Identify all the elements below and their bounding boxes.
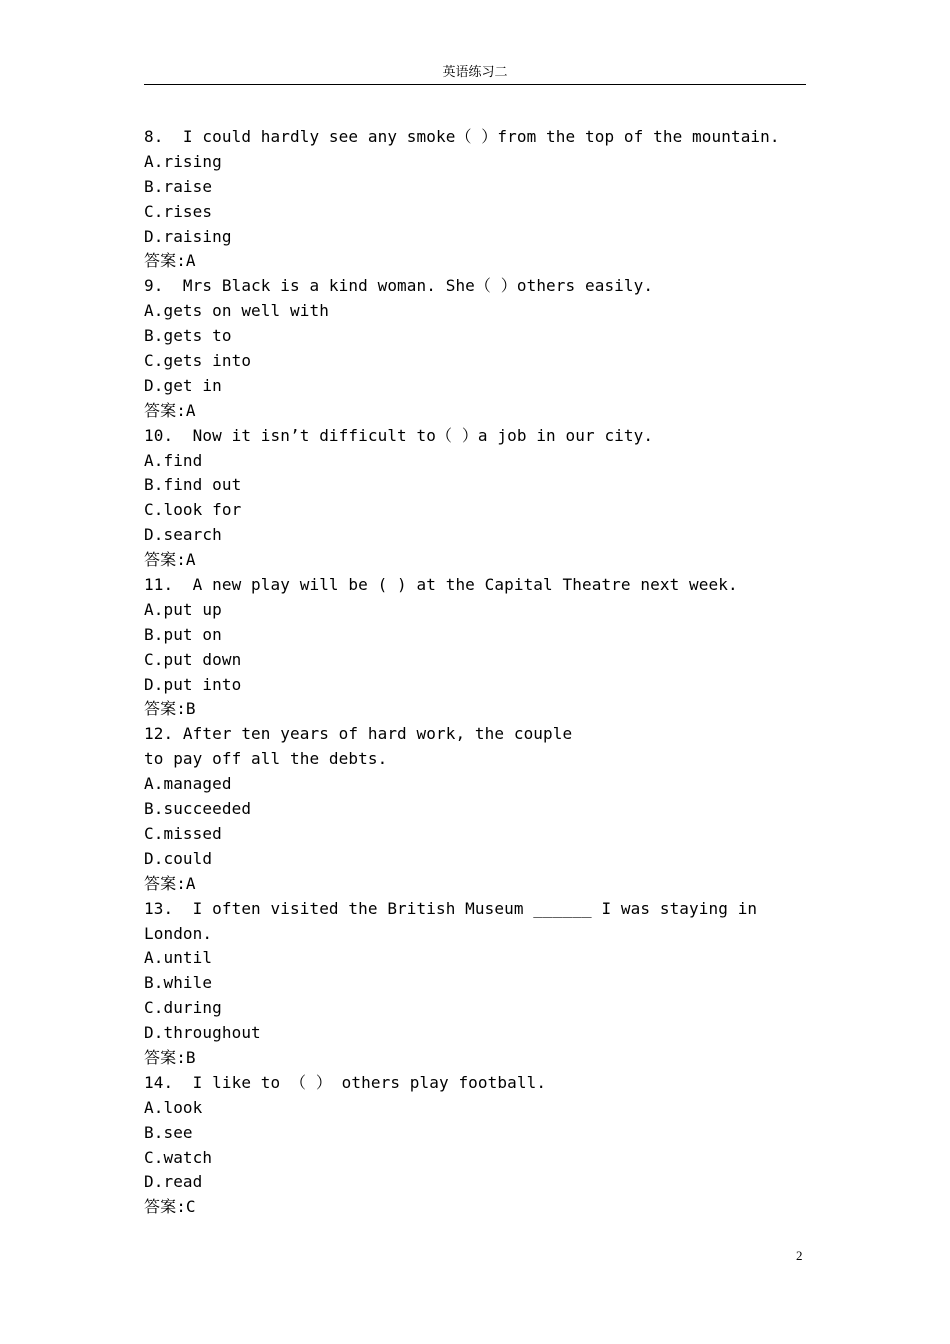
- option-d: D.could: [144, 848, 213, 868]
- option-c: C.put down: [144, 649, 242, 669]
- option-b: B.find out: [144, 475, 242, 495]
- option-b: B.see: [144, 1122, 193, 1142]
- question-12: [144, 722, 806, 896]
- question-9: [144, 274, 806, 423]
- question-stem: 11. A new play will be ( ) at the Capital Theatre next week.: [144, 575, 738, 595]
- question-14: [144, 1071, 806, 1220]
- option-a: A.put up: [144, 599, 222, 619]
- answer: 答案:B: [144, 699, 196, 719]
- option-c: C.gets into: [144, 351, 252, 371]
- option-a: A.until: [144, 948, 213, 968]
- question-13: [144, 897, 806, 1071]
- option-d: D.read: [144, 1172, 203, 1192]
- answer: 答案:C: [144, 1197, 196, 1217]
- option-b: B.raise: [144, 176, 213, 196]
- option-a: A.gets on well with: [144, 301, 329, 321]
- option-a: A.look: [144, 1097, 203, 1117]
- option-b: B.while: [144, 973, 213, 993]
- option-c: C.missed: [144, 823, 222, 843]
- header-title: 英语练习二: [442, 65, 508, 80]
- question-10: [144, 424, 806, 573]
- page-header: [144, 62, 806, 85]
- question-stem: 13. I often visited the British Museum ______ I was staying in: [144, 898, 758, 918]
- option-c: C.look for: [144, 500, 242, 520]
- option-d: D.get in: [144, 375, 222, 395]
- question-stem: 14. I like to （ ） others play football.: [144, 1072, 547, 1092]
- option-a: A.rising: [144, 151, 222, 171]
- option-b: B.put on: [144, 624, 222, 644]
- option-c: C.rises: [144, 201, 213, 221]
- answer: 答案:A: [144, 873, 196, 893]
- question-list: [144, 125, 806, 1220]
- answer: 答案:A: [144, 251, 196, 271]
- option-d: D.raising: [144, 226, 232, 246]
- question-stem: 10. Now it isn’t difficult to（ ）a job in our city.: [144, 425, 654, 445]
- option-d: D.search: [144, 525, 222, 545]
- question-stem: 12. After ten years of hard work, the couple: [144, 724, 573, 744]
- question-stem-continued: London.: [144, 923, 213, 943]
- answer: 答案:B: [144, 1047, 196, 1067]
- question-stem: 9. Mrs Black is a kind woman. She（ ）others easily.: [144, 276, 654, 296]
- option-a: A.find: [144, 450, 203, 470]
- option-c: C.watch: [144, 1147, 213, 1167]
- answer: 答案:A: [144, 550, 196, 570]
- answer: 答案:A: [144, 400, 196, 420]
- option-a: A.managed: [144, 774, 232, 794]
- option-d: D.put into: [144, 674, 242, 694]
- question-8: [144, 125, 806, 274]
- option-b: B.succeeded: [144, 799, 252, 819]
- question-stem: 8. I could hardly see any smoke（ ）from the top of the mountain.: [144, 127, 780, 146]
- page-number: 2: [796, 1248, 803, 1263]
- option-b: B.gets to: [144, 326, 232, 346]
- question-11: [144, 573, 806, 722]
- option-d: D.throughout: [144, 1023, 261, 1043]
- option-c: C.during: [144, 998, 222, 1018]
- question-stem-continued: to pay off all the debts.: [144, 749, 388, 769]
